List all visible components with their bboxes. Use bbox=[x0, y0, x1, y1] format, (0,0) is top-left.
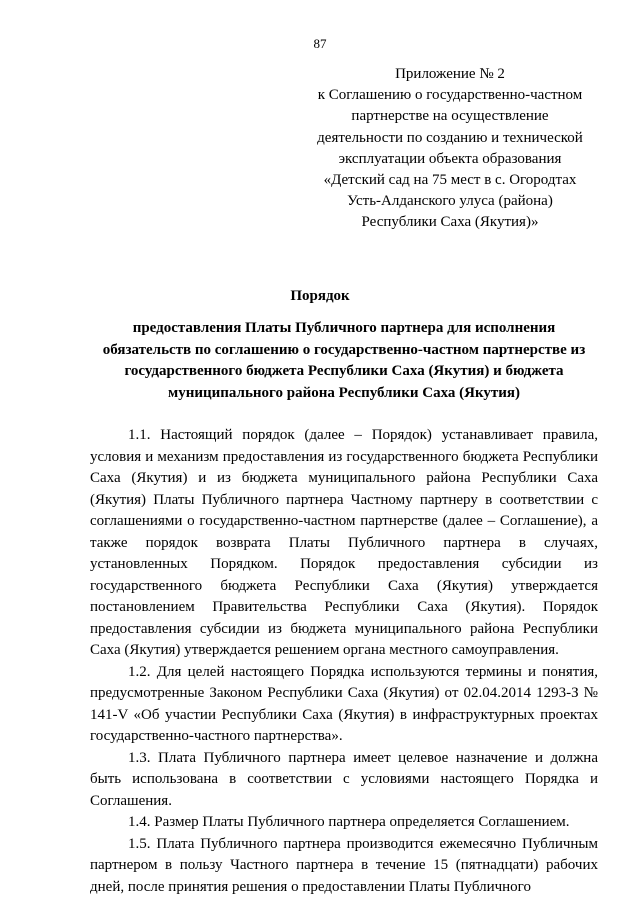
paragraph-1-2: 1.2. Для целей настоящего Порядка используются термины и понятия, предусмотренные Законом Республики Саха (Якутия) от 02.04.2014 1293-З № 141-V «Об участии Республики Саха (Якутия) в инфраструктурных проектах государственно-частного партнерства». bbox=[90, 663, 598, 744]
annex-header bbox=[300, 64, 600, 234]
annex-line: деятельности по созданию и технической bbox=[317, 129, 583, 146]
paragraph-1-1: 1.1. Настоящий порядок (далее – Порядок) устанавливает правила, условия и механизм предоставления из государственного бюджета Республики Саха (Якутия) и из бюджета муниципального района Республики Саха (Якутия) Платы Публичного партнера Частному партнеру в соответствии с соглашениями о государственно-частном партнерстве (далее – Соглашение), а также порядок возврата Платы Публичного партнера в случаях, установленных Порядком. Порядок предоставления субсидии из государственного бюджета Республики Саха (Якутия) утверждается постановлением Правительства Республики Саха (Якутия). Порядок предоставления субсидии из бюджета муниципального района Республики Саха (Якутия) утверждается решением органа местного самоуправления. bbox=[90, 427, 598, 658]
paragraph-1-3: 1.3. Плата Публичного партнера имеет целевое назначение и должна быть использована в соответствии с условиями настоящего Порядка и Соглашения. bbox=[90, 749, 598, 809]
paragraph-1-5: 1.5. Плата Публичного партнера производится ежемесячно Публичным партнером в пользу Частного партнера в течение 15 (пятнадцати) рабочих дней, после принятия решения о предоставлении Платы Публичного bbox=[90, 835, 598, 895]
document-subtitle bbox=[90, 318, 598, 404]
subtitle-line: обязательств по соглашению о государственно-частном партнерстве из bbox=[102, 341, 586, 358]
subtitle-line: государственного бюджета Республики Саха (Якутия) и бюджета bbox=[124, 363, 564, 379]
annex-line: эксплуатации объекта образования bbox=[338, 150, 562, 167]
paragraph-1-4: 1.4. Размер Платы Публичного партнера определяется Соглашением. bbox=[128, 814, 570, 830]
annex-line: к Соглашению о государственно-частном bbox=[317, 87, 583, 104]
annex-line: Приложение № 2 bbox=[395, 66, 505, 82]
document-title: Порядок bbox=[290, 288, 350, 304]
document-body bbox=[90, 425, 598, 898]
subtitle-line: муниципального района Республики Саха (Якутия) bbox=[167, 384, 520, 401]
annex-line: «Детский сад на 75 мест в с. Огородтах bbox=[323, 172, 577, 189]
annex-line: Республики Саха (Якутия)» bbox=[361, 214, 539, 231]
page-number: 87 bbox=[313, 36, 327, 51]
subtitle-line: предоставления Платы Публичного партнера для исполнения bbox=[132, 320, 556, 336]
annex-line: Усть-Алданского улуса (района) bbox=[347, 193, 553, 210]
annex-line: партнерстве на осуществление bbox=[351, 108, 549, 125]
